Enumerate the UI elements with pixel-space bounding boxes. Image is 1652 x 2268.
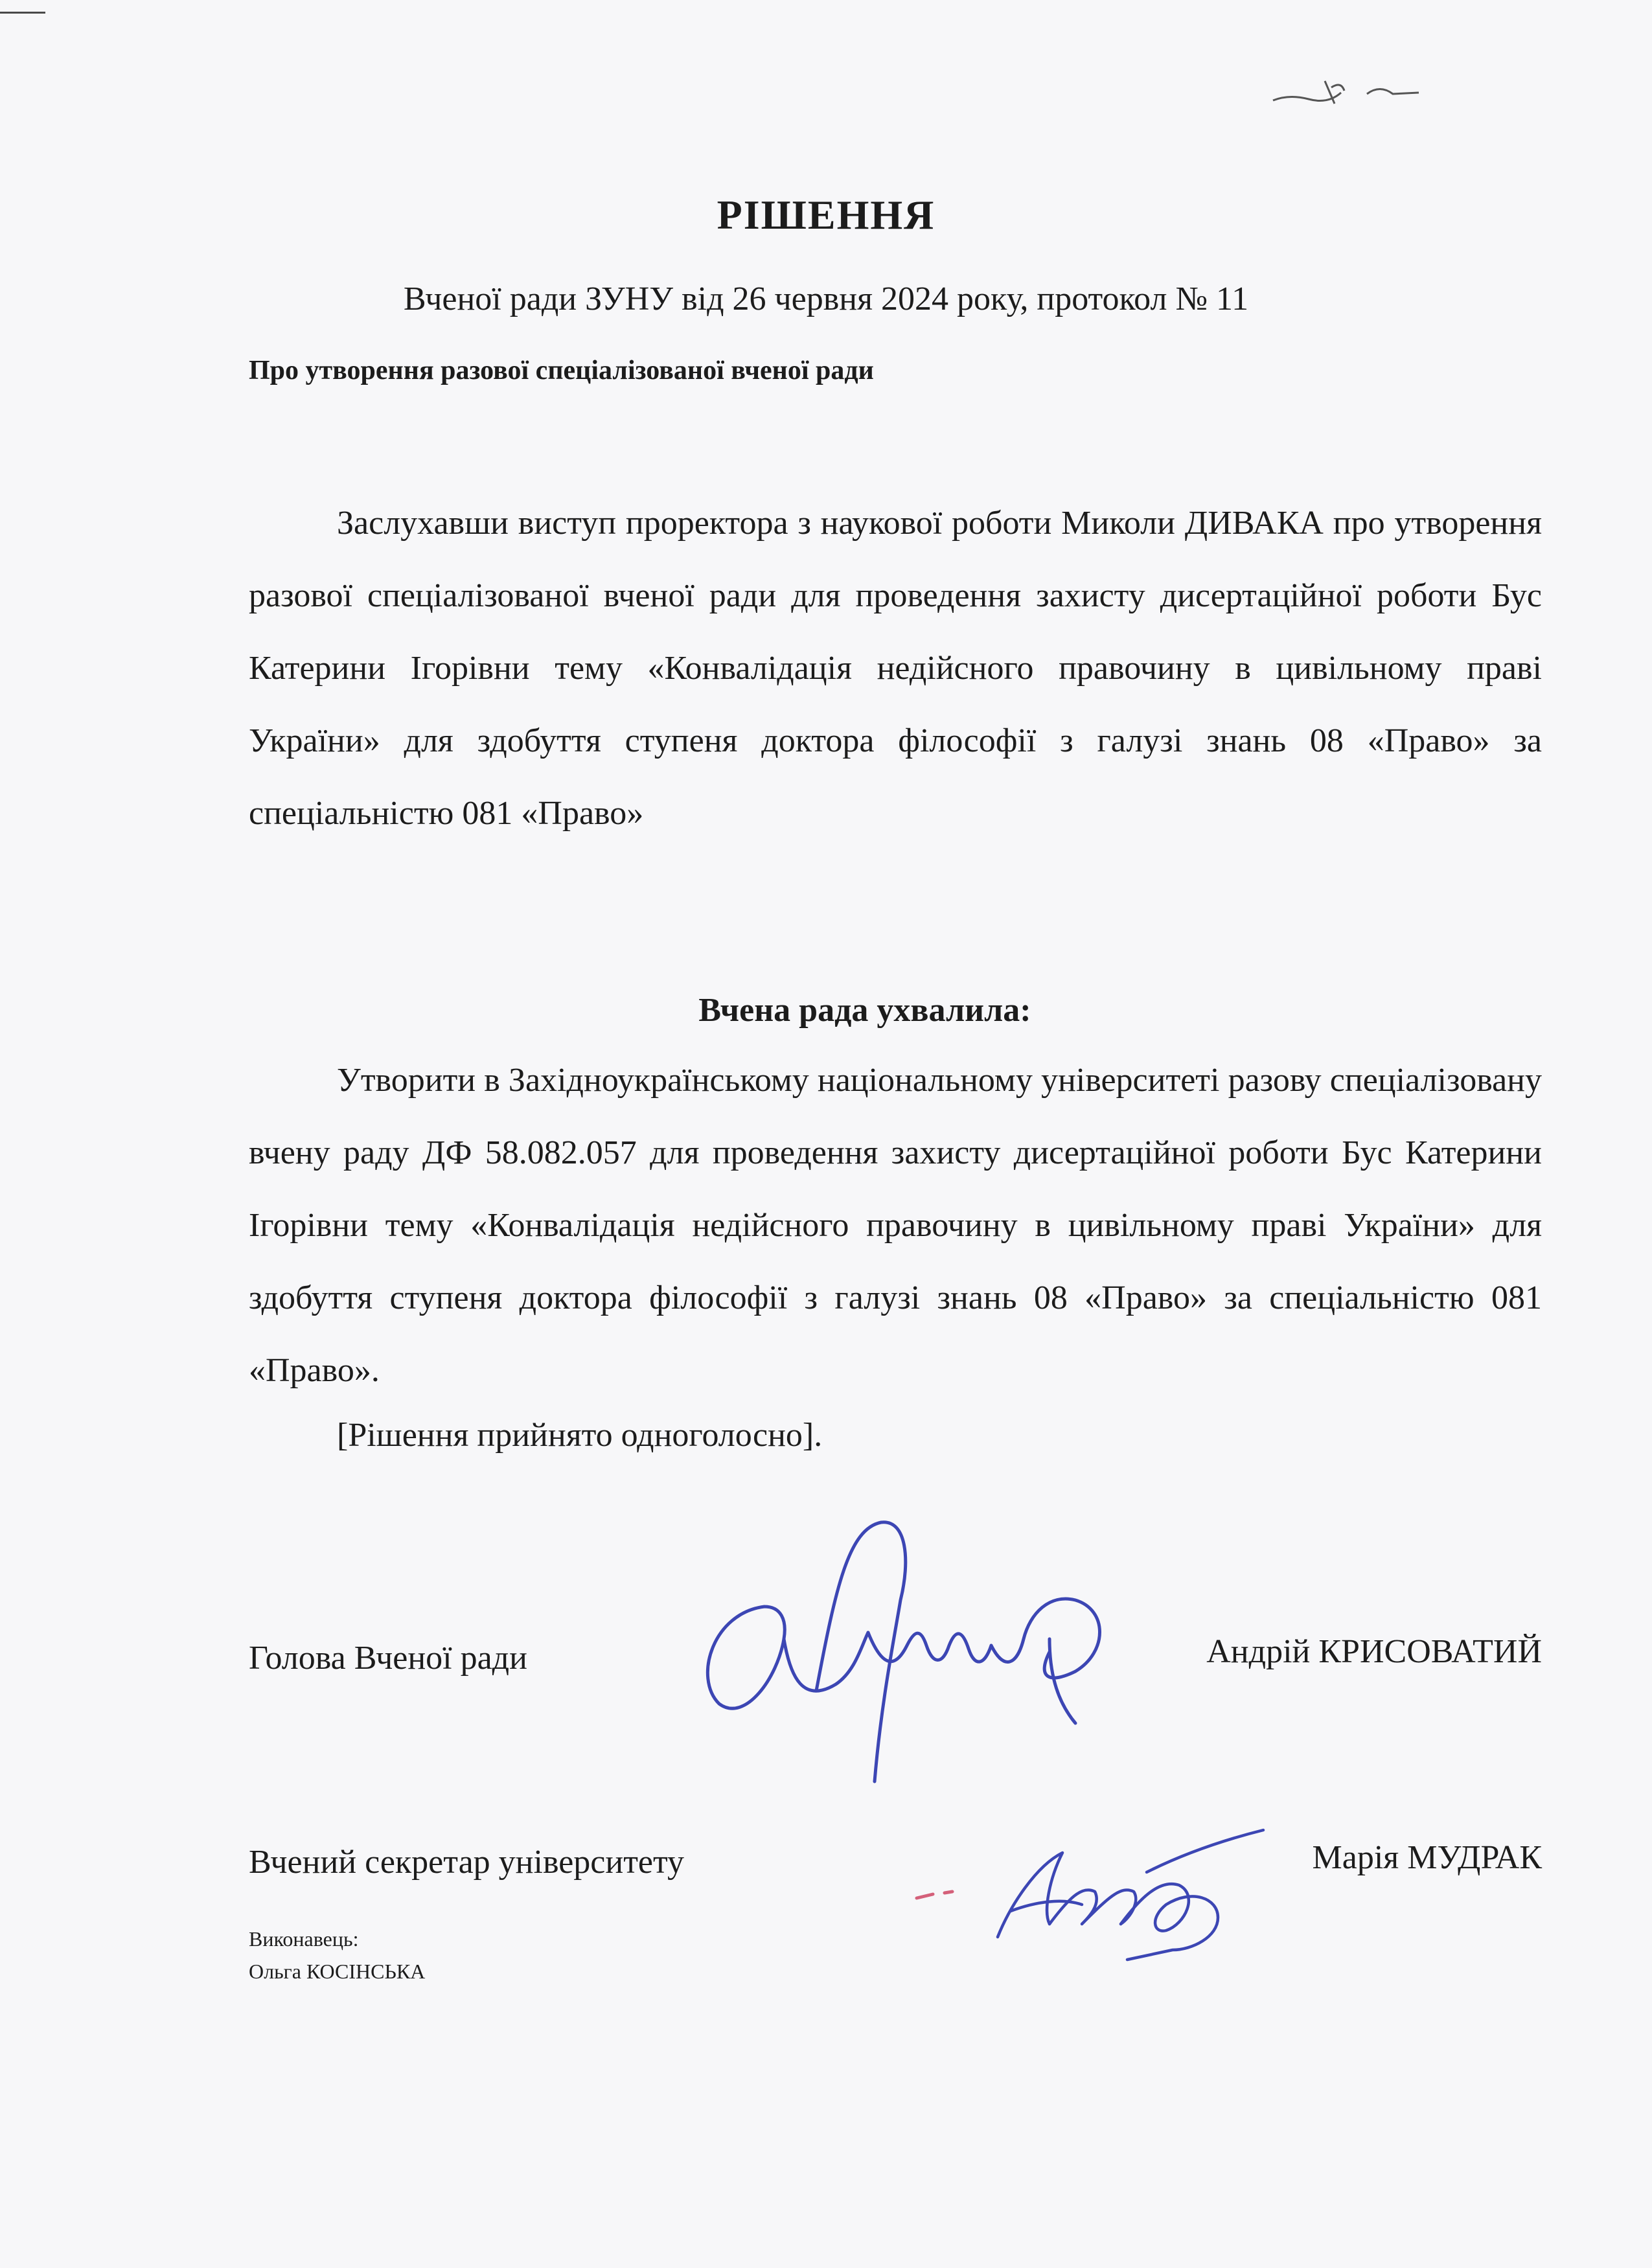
signatory-role-secretary: Вчений секретар університету	[249, 1844, 685, 1881]
document-subtitle: Вченої ради ЗУНУ від 26 червня 2024 року, протокол № 11	[403, 281, 1249, 317]
scan-edge-mark	[0, 12, 45, 14]
executor-label: Виконавець:	[249, 1927, 359, 1951]
resolved-heading: Вчена рада ухвалила:	[698, 992, 1031, 1029]
executor-name: Ольга КОСІНСЬКА	[249, 1960, 426, 1983]
signatory-role-chair: Голова Вченої ради	[249, 1640, 527, 1677]
chair-signature	[687, 1509, 1127, 1814]
document-subject: Про утворення разової спеціалізованої вченої ради	[249, 356, 874, 385]
signatory-name-chair: Андрій КРИСОВАТИЙ	[1206, 1633, 1542, 1670]
secretary-signature	[913, 1827, 1276, 1969]
signatory-name-secretary: Марія МУДРАК	[1312, 1839, 1542, 1876]
decision-note: [Рішення прийнято одноголосно].	[337, 1417, 823, 1454]
paragraph-hearing: Заслухавши виступ проректора з наукової роботи Миколи ДИВАКА про утворення разової спеціалізованої вченої ради для проведення захисту дисертаційної роботи Бус Катерини Ігорівни тему «Конвалідація недійсного правочину в цивільному праві України» для здобуття ступеня доктора філософії з галузі знань 08 «Право» за спеціальністю 081 «Право»	[249, 505, 1542, 832]
paragraph-resolution: Утворити в Західноукраїнському національному університеті разову спеціалізовану вчену раду ДФ 58.082.057 для проведення захисту дисертаційної роботи Бус Катерини Ігорівни тему «Конвалідація недійсного правочину в цивільному праві України» для здобуття ступеня доктора філософії з галузі знань 08 «Право» за спеціальністю 081 «Право».	[249, 1062, 1542, 1389]
handwritten-mark	[1270, 68, 1425, 113]
document-title: РІШЕННЯ	[717, 192, 935, 238]
